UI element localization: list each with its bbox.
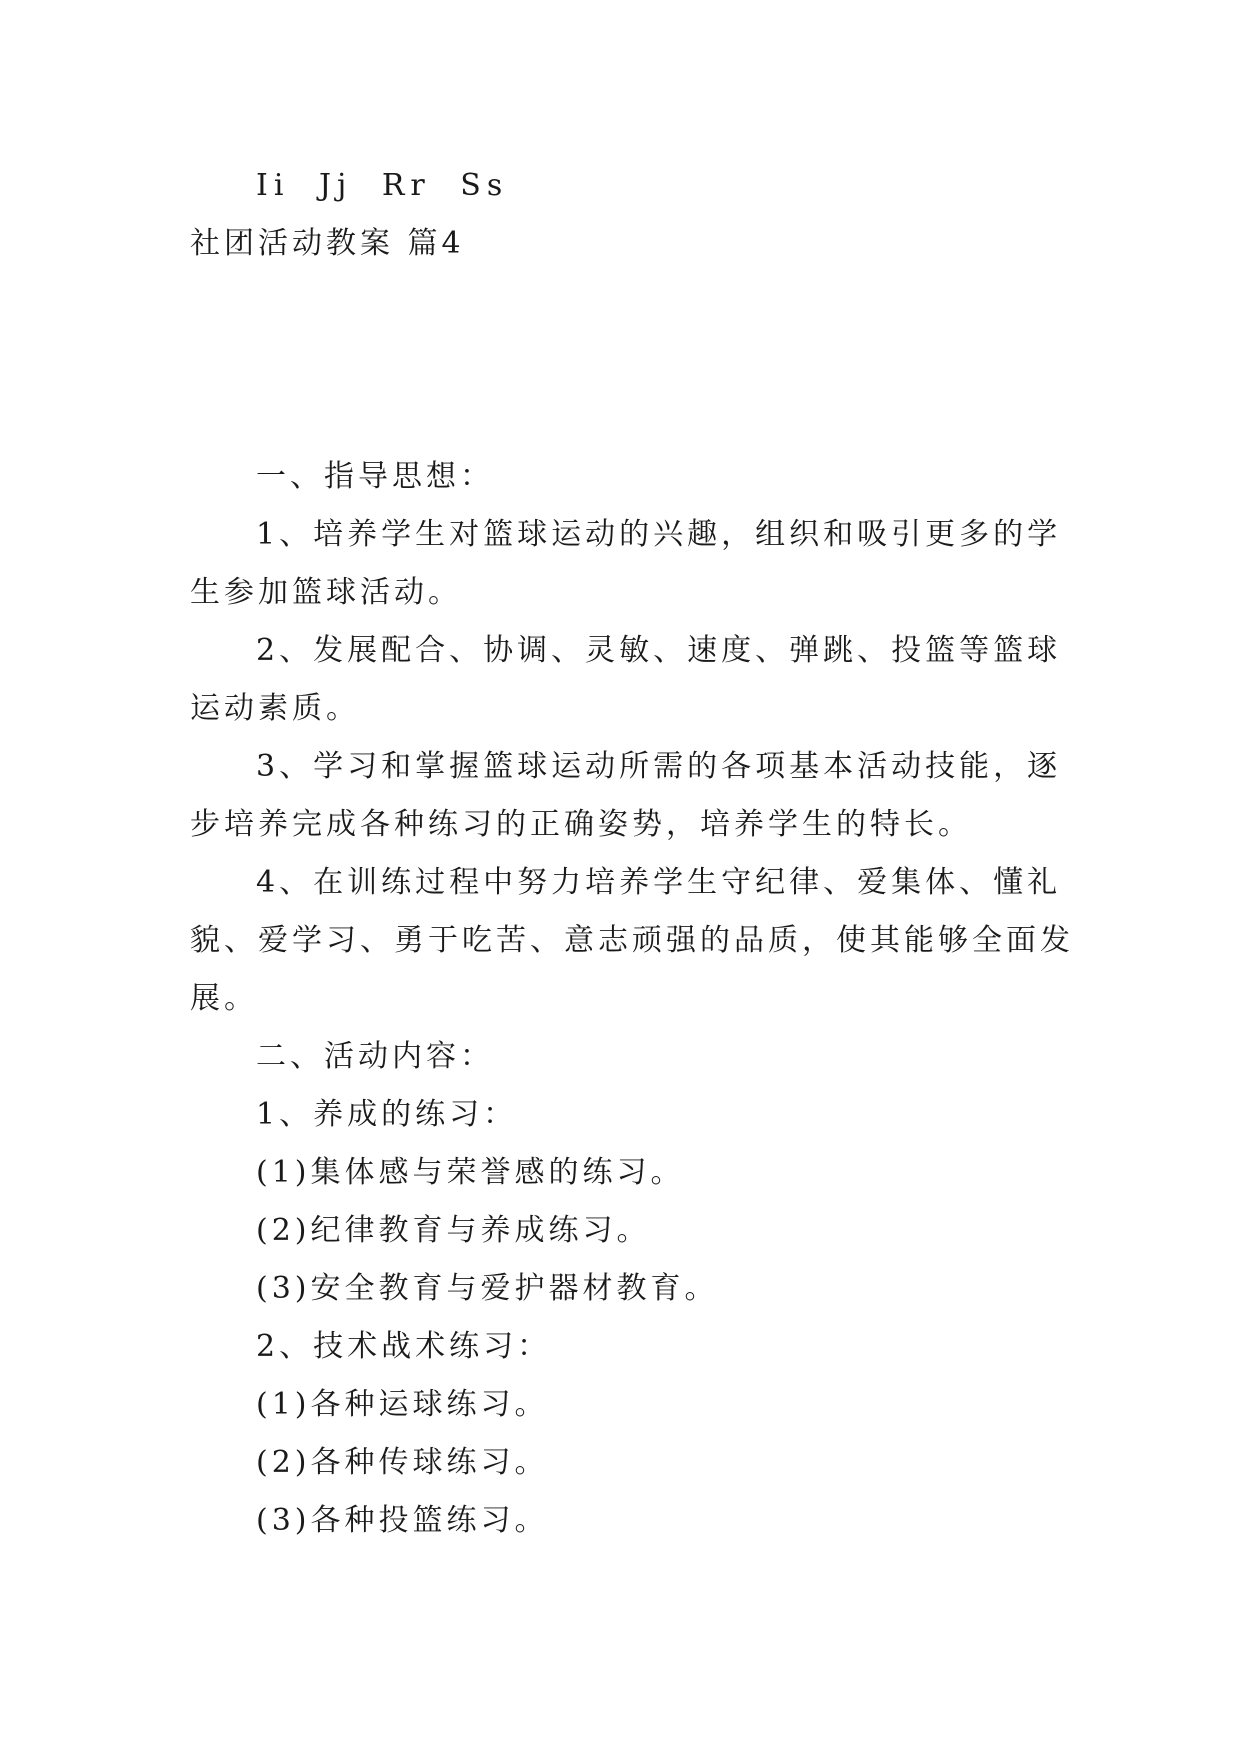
list-item: (1)各种运球练习。 [256,1387,549,1422]
list-item: (1)集体感与荣誉感的练习。 [256,1155,685,1190]
header-letters: Ii Jj Rr Ss [256,168,509,203]
paragraph-1-line-2: 生参加篮球活动。 [190,575,462,610]
list-item: (2)纪律教育与养成练习。 [256,1213,651,1248]
paragraph-3-line-2: 步培养完成各种练习的正确姿势，培养学生的特长。 [190,807,972,842]
paragraph-4-line-3: 展。 [190,981,258,1016]
list-item: (3)安全教育与爱护器材教育。 [256,1271,719,1306]
section-heading-activity-content: 二、活动内容： [256,1039,494,1074]
list-item: (3)各种投篮练习。 [256,1503,549,1538]
section-heading-guiding-thought: 一、指导思想： [256,459,494,494]
document-title: 社团活动教案 篇4 [190,226,465,261]
list-heading-habit-practice: 1、养成的练习： [256,1097,518,1132]
list-item: (2)各种传球练习。 [256,1445,549,1480]
paragraph-2-line-1: 2、发展配合、协调、灵敏、速度、弹跳、投篮等篮球 [256,633,1062,668]
paragraph-1-line-1: 1、培养学生对篮球运动的兴趣，组织和吸引更多的学 [256,517,1062,552]
paragraph-4-line-2: 貌、爱学习、勇于吃苦、意志顽强的品质，使其能够全面发 [190,923,1074,958]
paragraph-2-line-2: 运动素质。 [190,691,360,726]
list-heading-technique-tactics: 2、技术战术练习： [256,1329,552,1364]
paragraph-4-line-1: 4、在训练过程中努力培养学生守纪律、爱集体、懂礼 [256,865,1062,900]
paragraph-3-line-1: 3、学习和掌握篮球运动所需的各项基本活动技能，逐 [256,749,1062,784]
